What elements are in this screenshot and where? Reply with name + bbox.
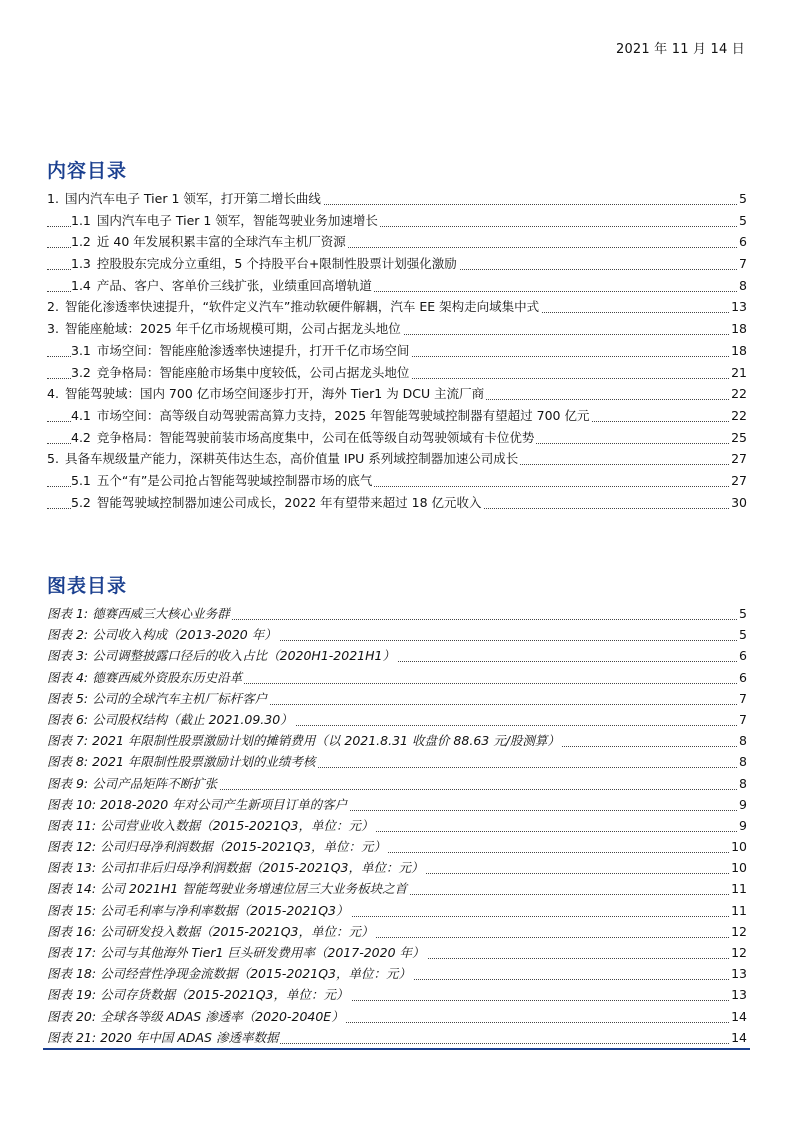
toc-entry[interactable] [47,406,747,428]
toc-entry-page: 18 [729,341,747,361]
figure-entry-text: 图表 20: 全球各等级 ADAS 渗透率（2020-2040E） [47,1007,346,1027]
toc-entry-text: 国内汽车电子 Tier 1 领军，打开第二增长曲线 [64,191,321,206]
figure-entry-page: 9 [737,816,747,836]
figure-entry[interactable] [47,710,747,731]
toc-entry-label [47,319,403,339]
toc-entry-text: 智能座舱域：2025 年千亿市场规模可期，公司占据龙头地位 [64,321,401,337]
toc-entry-text: 智能驾驶域：国内 700 亿市场空间逐步打开，海外 Tier1 为 DCU 主流厂商 [64,386,485,402]
figure-entry[interactable] [47,668,747,689]
figure-entry-text: 图表 18: 公司经营性净现金流数据（2015-2021Q3，单位：元） [47,964,413,984]
toc-entry-text: 五个“有”是公司抢占智能驾驶域控制器市场的底气 [96,472,373,488]
figure-entry[interactable] [47,1007,747,1028]
toc-entry-label [47,297,541,317]
figure-entry-page: 5 [737,625,747,645]
figure-entry-text: 图表 19: 公司存货数据（2015-2021Q3，单位：元） [47,985,351,1005]
toc-entry-label [47,189,323,209]
toc-entry-page: 6 [737,232,747,252]
figure-entry[interactable] [47,752,747,773]
figure-entry[interactable] [47,858,747,879]
toc-entry[interactable] [47,493,747,515]
figure-entry-text: 图表 11: 公司营业收入数据（2015-2021Q3，单位：元） [47,816,376,836]
figure-entry-text: 图表 1: 德赛西威三大核心业务群 [47,604,232,624]
toc-entry[interactable] [47,276,747,298]
toc-entry-number: 1.1 [71,212,91,228]
figure-entry[interactable] [47,795,747,816]
toc-entry-text: 近 40 年发展积累丰富的全球汽车主机厂资源 [96,234,346,250]
toc-entry-text: 智能驾驶域控制器加速公司成长，2022 年有望带来超过 18 亿元收入 [96,494,482,510]
toc-entry-number: 5.2 [71,494,91,510]
toc-entry-page: 18 [729,319,747,339]
contents-title: 内容目录 [47,160,128,182]
figure-entry[interactable] [47,816,747,837]
figure-entry[interactable] [47,646,747,667]
toc-entry[interactable] [47,449,747,471]
toc-entry-label [71,493,484,513]
toc-entry-number: 1.4 [71,277,91,293]
toc-entry-label [47,449,520,469]
toc-entry-number: 4.1 [71,407,91,423]
figure-entry-text: 图表 2: 公司收入构成（2013-2020 年） [47,625,279,645]
figure-entry-text: 图表 21: 2020 年中国 ADAS 渗透率数据 [47,1028,280,1048]
toc-entry-number: 4.2 [71,429,91,445]
figure-entry-page: 12 [729,922,747,942]
toc-entry-label [71,341,411,361]
figure-entry-page: 7 [737,689,747,709]
figure-entry[interactable] [47,879,747,900]
figure-entry[interactable] [47,731,747,752]
report-date: 2021 年 11 月 14 日 [615,42,745,57]
toc-entry-text: 产品、客户、客单价三线扩张，业绩重回高增轨道 [96,277,372,293]
figure-entry-page: 7 [737,710,747,730]
toc-entry-label [71,211,380,231]
toc-entry-page: 5 [737,189,747,209]
figure-entry-page: 5 [737,604,747,624]
toc-entry-number: 2. [47,299,59,315]
toc-entry-number: 3.1 [71,342,91,358]
toc-entry-text: 市场空间：智能座舱渗透率快速提升，打开千亿市场空间 [96,342,410,358]
figure-entry[interactable] [47,689,747,710]
toc-entry-page: 22 [729,384,747,404]
figure-entry-page: 6 [737,668,747,688]
toc-entry-label [71,254,459,274]
toc-entry-label [71,276,374,296]
figure-entry-text: 图表 17: 公司与其他海外 Tier1 巨头研发费用率（2017-2020 年） [47,943,427,963]
toc-entry[interactable] [47,211,747,233]
toc-entry[interactable] [47,254,747,276]
figure-entry-page: 9 [737,795,747,815]
figure-entry-page: 8 [737,731,747,751]
figure-entry-text: 图表 4: 德赛西威外资股东历史沿革 [47,668,244,688]
toc-entry-page: 25 [729,428,747,448]
figure-entry[interactable] [47,837,747,858]
toc-entry-text: 控股股东完成分立重组，5 个持股平台+限制性股票计划强化激励 [96,256,457,272]
figure-entry[interactable] [47,922,747,943]
toc-entry-number: 1.2 [71,234,91,250]
toc-entry[interactable] [47,471,747,493]
toc-entry[interactable] [47,319,747,341]
figure-entry[interactable] [47,625,747,646]
toc-entry-page: 7 [737,254,747,274]
figure-entry[interactable] [47,985,747,1006]
figure-entry-page: 14 [729,1028,747,1048]
figure-entry-text: 图表 3: 公司调整披露口径后的收入占比（2020H1-2021H1） [47,646,397,666]
toc-entry-page: 13 [729,297,747,317]
toc-entry-number: 3. [47,321,59,337]
toc-entry-number: 4. [47,386,59,402]
figure-entry[interactable] [47,943,747,964]
figure-entry[interactable] [47,901,747,922]
toc-entry-label [71,471,374,491]
toc-entry-text: 竞争格局：智能座舱市场集中度较低，公司占据龙头地位 [96,364,410,380]
toc-entry-text: 竞争格局：智能驾驶前装市场高度集中，公司在低等级自动驾驶领域有卡位优势 [96,429,535,445]
figure-entry-text: 图表 12: 公司归母净利润数据（2015-2021Q3，单位：元） [47,837,388,857]
figure-entry-page: 6 [737,646,747,666]
figure-entry-page: 11 [729,901,747,921]
toc-entry[interactable] [47,297,747,319]
toc-entry[interactable] [47,363,747,385]
figure-entry-text: 图表 9: 公司产品矩阵不断扩张 [47,774,219,794]
figure-entry-text: 图表 10: 2018-2020 年对公司产生新项目订单的客户 [47,795,349,815]
figure-entry-page: 10 [729,858,747,878]
figure-entry-page: 13 [729,964,747,984]
bottom-divider [43,1048,750,1050]
toc-entry[interactable] [47,428,747,450]
figure-entry-page: 8 [737,752,747,772]
toc-entry-page: 27 [729,449,747,469]
toc-entry-page: 21 [729,363,747,383]
toc-entry-number: 3.2 [71,364,91,380]
figure-entry-text: 图表 16: 公司研发投入数据（2015-2021Q3，单位：元） [47,922,376,942]
toc-entry-number: 5. [47,451,59,467]
toc-entry-text: 具备车规级量产能力，深耕英伟达生态，高价值量 IPU 系列域控制器加速公司成长 [64,451,519,467]
figure-entry-text: 图表 14: 公司 2021H1 智能驾驶业务增速位居三大业务板块之首 [47,879,409,899]
figure-entry-text: 图表 8: 2021 年限制性股票激励计划的业绩考核 [47,752,317,772]
figure-entry-text: 图表 15: 公司毛利率与净利率数据（2015-2021Q3） [47,901,351,921]
toc-entry-label [71,363,411,383]
toc-entry[interactable] [47,341,747,363]
figure-entry-text: 图表 7: 2021 年限制性股票激励计划的摊销费用（以 2021.8.31 收盘价 88.63 元/股测算） [47,731,562,751]
figure-entry-text: 图表 6: 公司股权结构（截止 2021.09.30） [47,710,295,730]
toc-entry-text: 国内汽车电子 Tier 1 领军，智能驾驶业务加速增长 [96,212,378,228]
figure-entry-page: 10 [729,837,747,857]
figure-entry[interactable] [47,1028,747,1049]
figure-entry-page: 13 [729,985,747,1005]
toc-entry[interactable] [47,384,747,406]
toc-entry-page: 22 [729,406,747,426]
toc-entry-number: 1. [47,191,59,206]
toc-entry-label [71,428,536,448]
figure-entry[interactable] [47,774,747,795]
toc-entry-label [71,406,591,426]
figure-entry-text: 图表 13: 公司扣非后归母净利润数据（2015-2021Q3，单位：元） [47,858,426,878]
figure-entry-text: 图表 5: 公司的全球汽车主机厂标杆客户 [47,689,269,709]
toc-entry-label [71,232,348,252]
figure-entry-page: 12 [729,943,747,963]
figure-entry[interactable] [47,604,747,625]
toc-entry[interactable] [47,189,747,211]
toc-entry-label [47,384,486,404]
figures-list [47,604,747,1049]
toc-entry-text: 市场空间：高等级自动驾驶需高算力支持，2025 年智能驾驶域控制器有望超过 700 亿元 [96,407,590,423]
toc-entry-page: 8 [737,276,747,296]
toc-entry-page: 27 [729,471,747,491]
toc-entry-page: 5 [737,211,747,231]
toc-entry[interactable] [47,232,747,254]
figure-entry-page: 11 [729,879,747,899]
toc-entry-number: 1.3 [71,256,91,272]
contents-list [47,189,747,514]
figure-entry-page: 14 [729,1007,747,1027]
figure-entry-page: 8 [737,774,747,794]
toc-entry-text: 智能化渗透率快速提升，“软件定义汽车”推动软硬件解耦，汽车 EE 架构走向域集中式 [64,299,540,315]
toc-entry-page: 30 [729,493,747,513]
figure-entry[interactable] [47,964,747,985]
figures-title: 图表目录 [47,575,128,597]
toc-entry-number: 5.1 [71,472,91,488]
